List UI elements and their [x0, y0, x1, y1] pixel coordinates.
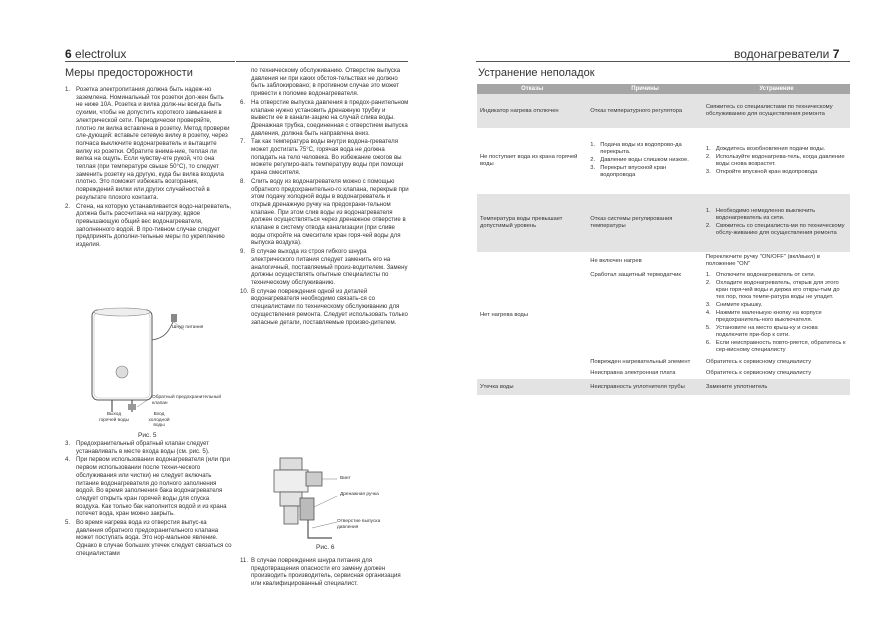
list-item: 1. Отключите водонагреватель от сети. — [705, 272, 816, 278]
list-item: 8. Слить воду из водонагревателя можно с помощью обратного предохранительно-го клапана, перекрыв при этом подачу холодной воды в водонагреватель и открыв дренажную ручку на предохрани-тельном клапане. При этом слив воды из водонагревателя должен осуществляться через дренажное отверстие в клапане в систему отвода канализации (при сливе воды откройте на смесителе кран горя-чей воды для выпуска воздуха). — [240, 177, 409, 247]
drain-handle-label: Дренажная ручка — [340, 492, 379, 497]
cold-water-label: Вход холодной воды — [148, 412, 170, 428]
fix-cell: Свяжитесь со специалистами по техническому обслуживанию для осуществления ремонта — [703, 94, 850, 128]
safety-valve — [128, 404, 136, 410]
fix-cell — [703, 270, 850, 357]
left-column-2b — [240, 557, 410, 589]
right-section-title: Устранение неполадок — [478, 67, 595, 79]
list-item: 1. Розетка электропитания должна быть надеж-но заземлена. Номинальный ток розетки дол-жен быть не ниже 10А. Розетка и вилка долж-ны всегда быть сухими, чтобы не допустить короткого замыкания в электрической сети. Периодически проверяйте, плотно ли вилка вставлена в розетку. Метод проверки сле-дующий: вставьте сетевую вилку в розетку, через полчаса выключите водонагреватель и вытащите вилку из розетки. Обратите внима-ние, теплая ли вилка на ощупь. Если чувству-ете рукой, что она теплая (при температуре свыше 50°C), то следует заменить розетку на другую, куда бы вилка входила плотно. Это поможет избежать возгорания, повреждений вилки или других случайностей в результате плохого контакта. — [65, 86, 230, 201]
cause-cell: Отказ температурного регулятора — [587, 94, 703, 128]
fix-cell: Замените уплотнитель — [703, 379, 850, 395]
pressure-hole-label: Отверстие выпуска давления — [337, 519, 381, 530]
column-header: Причины — [587, 84, 703, 94]
list-item: 2. Свяжитесь со специалиста-ми по техническому обслу-живанию для осуществления ремонта — [705, 223, 845, 236]
left-column-1b — [65, 440, 232, 559]
table-row — [477, 94, 850, 128]
left-header-rule-2 — [236, 61, 408, 62]
list-item: 4. Нажмите маленькую кнопку на корпусе предохранитель-ного выключателя. — [705, 310, 822, 323]
plug-icon — [171, 314, 177, 322]
list-item: 6. На отверстие выпуска давления в предох-ранительном клапане нужно установить дренажную трубку и вывести ее в канали-зацию на случай слива воды. Дренажная трубка, соединенная с отверстием выпуска давления, должна быть направлена вниз. — [240, 98, 409, 137]
fault-cell: Температура воды превышает допустимый уровень — [477, 194, 587, 252]
left-column-1 — [65, 86, 232, 250]
right-header-rule — [476, 61, 850, 62]
fault-cell: Утечка воды — [477, 379, 587, 395]
list-item: 9. В случае выхода из строя гибкого шнура электрического питания следует заменить его на аналогичный, поставляемый произ-водителем. Замену должны осуществлять опытные специалисты по техническому обслуживанию. — [240, 248, 408, 286]
left-page-number: 6 — [65, 47, 72, 61]
list-item: 5. Установите на место крыш-ку и снова подключите при-бор к сети. — [705, 325, 818, 338]
right-header — [734, 47, 839, 61]
left-column-2 — [240, 67, 410, 327]
list-item: 11. В случае повреждения шнура питания для предотвращения опасности его замену должен производить производитель, сервисная организация или квалифицированный специалист. — [240, 557, 401, 588]
precautions-list-b — [65, 440, 232, 558]
hot-water-label: Выход горячей воды — [98, 412, 129, 423]
precautions-list-c — [240, 99, 410, 326]
list-item: 7. Так как температура воды внутри водона-гревателя может достигать 75°C, горячая вода не должна попадать на тело человека. Во избежание ожогов вы можете регулиро-вать температуру воды при помощи крана смесителя. — [240, 138, 404, 177]
fix-cell: Обратитесь к сервисному специалисту — [703, 368, 850, 379]
cause-cell — [587, 128, 703, 194]
table-row — [477, 128, 850, 194]
valve-screw — [306, 472, 322, 486]
left-page — [0, 0, 440, 637]
fix-cell: Обратитесь к сервисному специалисту — [703, 357, 850, 368]
water-heater-figure — [82, 300, 232, 428]
control-knob — [116, 366, 128, 378]
table-header-row — [477, 84, 850, 94]
list-item: 2. Давление воды слишком низкое. — [590, 157, 689, 163]
valve-body — [274, 470, 308, 492]
list-item: 4. При первом использовании водонагревателя (или при первом использовании после техни-ческого обслуживания или чистки) не следует включать питание водонагревателя до полного заполнения водой. Во время заполнения бака водонагревателя следует открыть кран горячей воды для спуска воздуха. Как только бак наполнится водой и из крана потечет вода, кран можно закрыть. — [65, 456, 230, 518]
cause-cell: Отказ системы регулирования температуры — [587, 194, 703, 252]
left-header — [65, 47, 126, 61]
cause-cell: Поврежден нагревательный элемент — [587, 357, 703, 368]
cause-cell: Неисправна электронная плата — [587, 368, 703, 379]
list-item: 3. Снимите крышку. — [705, 302, 763, 308]
list-item: 3. Перекрыт впускной кран водопровода — [590, 165, 667, 178]
list-item: 1. Необходимо немедленно выключить водонагреватель из сети. — [705, 208, 816, 221]
list-item: 6. Если неисправность повто-ряется, обратитесь к сер-висному специалисту — [705, 340, 846, 353]
list-item: 1. Подача воды из водопрово-да перекрыта. — [590, 142, 682, 155]
left-header-rule — [65, 61, 235, 62]
table-row — [477, 194, 850, 252]
cause-cell: Неисправность уплотнителя трубы — [587, 379, 703, 395]
troubleshooting-table — [477, 84, 850, 395]
cord-label: Шнур питания — [172, 325, 204, 330]
list-item: 5. Во время нагрева вода из отверстия выпус-ка давления обратного предохранительного клапана может поступать вода. Это нор-мальное явление. Однако в случае больших утечек следует связаться со специалистами — [65, 519, 232, 557]
fault-cell: Индикатор нагрева отключен — [477, 94, 587, 128]
list-item: 2. Используйте водонагрева-тель, когда давление воды снова возрастет. — [705, 153, 845, 167]
precautions-list-a — [65, 86, 232, 249]
table-row — [477, 252, 850, 270]
fault-cell: Не поступает вода из крана горячей воды — [477, 128, 587, 194]
brand-name: electrolux — [75, 47, 127, 61]
list-item: 1. Дождитесь возобновления подачи воды. — [705, 145, 826, 152]
fig6-caption: Рис. 6 — [316, 544, 335, 551]
list-item: 2. Охладите водонагреватель, открыв для этого кран горя-чей воды и держа его откры-тым до тех пор, пока темпе-ратура воды не упадет. — [705, 280, 840, 300]
fault-cell: Нет нагрева воды — [477, 252, 587, 379]
column-header: Отказы — [477, 84, 587, 94]
fix-cell — [703, 128, 850, 194]
right-page — [440, 0, 881, 637]
col2-intro: по техническому обслуживанию. Отверстие выпуска давления ни при каких обстоя-тельствах не должно быть заблокировано; в противном случае это может привести к поломке водонагревателя. — [251, 67, 401, 98]
screw-label: Винт — [340, 476, 351, 481]
left-section-title: Меры предосторожности — [65, 67, 193, 79]
fix-cell: Переключите ручку "ON/OFF" (вкл/выкл) в положение "ON" — [703, 252, 850, 270]
right-page-number: 7 — [832, 47, 840, 61]
list-item: 10. В случае повреждения одной из деталей водонагревателя необходимо связать-ся со специалистами по техническому обслуживанию для осуществления ремонта. Следует использовать только запасные детали, поставляемые произво-дителем. — [240, 287, 408, 326]
heater-tank — [92, 310, 152, 400]
list-item: 3. Предохранительный обратный клапан следует устанавливать в месте входа воды (см. рис. 5). — [65, 440, 210, 455]
cause-cell: Не включен нагрев — [587, 252, 703, 270]
table-row — [477, 379, 850, 395]
list-item: 3. Откройте впускной кран водопровода — [705, 168, 818, 175]
safety-valve-figure — [262, 452, 392, 544]
fix-cell — [703, 194, 850, 252]
list-item: 2. Стена, на которую устанавливается водо-нагреватель, должна быть рассчитана на нагрузку, вдвое превышающую общий вес водонагревателя, заполненного водой. В про-тивном случае следует предпринять дополни-тельные меры по укреплению изделия. — [65, 202, 232, 249]
fig5-caption: Рис. 5 — [138, 432, 157, 439]
cause-cell: Сработал защитный термодатчик — [587, 270, 703, 357]
power-cord — [152, 320, 174, 340]
valve-label: Обратный предохранительный клапан — [152, 395, 222, 406]
drain-handle — [300, 498, 314, 520]
column-header: Устранение — [703, 84, 850, 94]
section-name: водонагреватели — [734, 47, 830, 61]
drain-tube — [308, 520, 332, 538]
